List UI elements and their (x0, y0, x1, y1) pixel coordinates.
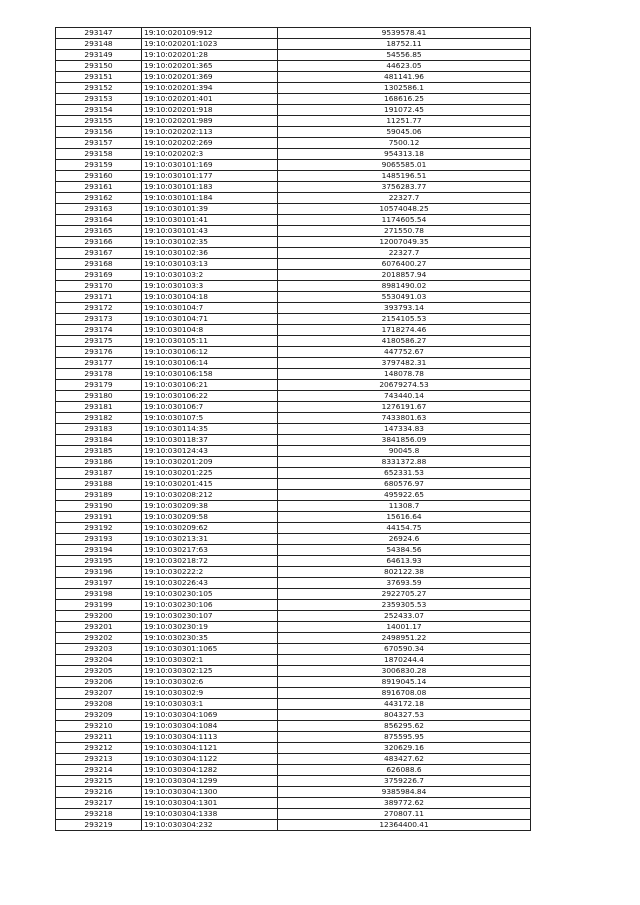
row-number-cell: 293192 (56, 523, 142, 534)
table-row (56, 72, 531, 83)
table-row (56, 226, 531, 237)
row-number-cell: 293171 (56, 292, 142, 303)
cadastral-number-cell: 19:10:030106:7 (142, 402, 278, 413)
cadastral-number-cell: 19:10:030201:415 (142, 479, 278, 490)
cadastral-number-cell: 19:10:030230:105 (142, 589, 278, 600)
cadastral-number-cell: 19:10:030114:35 (142, 424, 278, 435)
row-number-cell: 293209 (56, 710, 142, 721)
cadastral-number-cell: 19:10:030304:1084 (142, 721, 278, 732)
value-cell: 393793.14 (278, 303, 531, 314)
value-cell: 7500.12 (278, 138, 531, 149)
cadastral-number-cell: 19:10:030106:12 (142, 347, 278, 358)
table-row (56, 457, 531, 468)
row-number-cell: 293175 (56, 336, 142, 347)
row-number-cell: 293167 (56, 248, 142, 259)
value-cell: 12364400.41 (278, 820, 531, 831)
row-number-cell: 293168 (56, 259, 142, 270)
table-row (56, 325, 531, 336)
cadastral-number-cell: 19:10:030304:1300 (142, 787, 278, 798)
cadastral-number-cell: 19:10:030104:7 (142, 303, 278, 314)
row-number-cell: 293179 (56, 380, 142, 391)
table-row (56, 281, 531, 292)
table-row (56, 138, 531, 149)
cadastral-number-cell: 19:10:030304:1299 (142, 776, 278, 787)
table-row (56, 446, 531, 457)
table-row (56, 710, 531, 721)
table-row (56, 743, 531, 754)
cadastral-number-cell: 19:10:030304:1121 (142, 743, 278, 754)
table-row (56, 820, 531, 831)
value-cell: 3756283.77 (278, 182, 531, 193)
cadastral-number-cell: 19:10:030209:58 (142, 512, 278, 523)
value-cell: 856295.62 (278, 721, 531, 732)
table-row (56, 127, 531, 138)
row-number-cell: 293193 (56, 534, 142, 545)
cadastral-number-cell: 19:10:030304:232 (142, 820, 278, 831)
value-cell: 495922.65 (278, 490, 531, 501)
value-cell: 2498951.22 (278, 633, 531, 644)
row-number-cell: 293191 (56, 512, 142, 523)
value-cell: 875595.95 (278, 732, 531, 743)
cadastral-number-cell: 19:10:030302:9 (142, 688, 278, 699)
row-number-cell: 293182 (56, 413, 142, 424)
cadastral-number-cell: 19:10:030304:1338 (142, 809, 278, 820)
table-row (56, 644, 531, 655)
row-number-cell: 293213 (56, 754, 142, 765)
value-cell: 15616.64 (278, 512, 531, 523)
table-row (56, 732, 531, 743)
row-number-cell: 293162 (56, 193, 142, 204)
row-number-cell: 293183 (56, 424, 142, 435)
value-cell: 14001.17 (278, 622, 531, 633)
row-number-cell: 293203 (56, 644, 142, 655)
table-row (56, 413, 531, 424)
table-row (56, 479, 531, 490)
table-row (56, 204, 531, 215)
value-cell: 37693.59 (278, 578, 531, 589)
table-row (56, 83, 531, 94)
table-row (56, 754, 531, 765)
table-row (56, 556, 531, 567)
table-row (56, 798, 531, 809)
table-row (56, 776, 531, 787)
value-cell: 6076400.27 (278, 259, 531, 270)
value-cell: 9065585.01 (278, 160, 531, 171)
value-cell: 8916708.08 (278, 688, 531, 699)
table-row (56, 94, 531, 105)
table-row (56, 193, 531, 204)
value-cell: 1302586.1 (278, 83, 531, 94)
row-number-cell: 293195 (56, 556, 142, 567)
cadastral-number-cell: 19:10:030301:1065 (142, 644, 278, 655)
value-cell: 20679274.53 (278, 380, 531, 391)
row-number-cell: 293201 (56, 622, 142, 633)
row-number-cell: 293159 (56, 160, 142, 171)
value-cell: 389772.62 (278, 798, 531, 809)
cadastral-number-cell: 19:10:020201:365 (142, 61, 278, 72)
row-number-cell: 293148 (56, 39, 142, 50)
table-row (56, 501, 531, 512)
table-row (56, 50, 531, 61)
row-number-cell: 293165 (56, 226, 142, 237)
table-row (56, 105, 531, 116)
row-number-cell: 293216 (56, 787, 142, 798)
value-cell: 22327.7 (278, 193, 531, 204)
value-cell: 8331372.88 (278, 457, 531, 468)
row-number-cell: 293181 (56, 402, 142, 413)
value-cell: 1870244.4 (278, 655, 531, 666)
cadastral-number-cell: 19:10:030230:35 (142, 633, 278, 644)
table-row (56, 380, 531, 391)
value-cell: 44623.05 (278, 61, 531, 72)
row-number-cell: 293177 (56, 358, 142, 369)
row-number-cell: 293150 (56, 61, 142, 72)
value-cell: 670590.34 (278, 644, 531, 655)
row-number-cell: 293151 (56, 72, 142, 83)
table-row (56, 248, 531, 259)
table-row (56, 314, 531, 325)
value-cell: 320629.16 (278, 743, 531, 754)
table-body (56, 28, 531, 831)
cadastral-number-cell: 19:10:030208:212 (142, 490, 278, 501)
value-cell: 1174605.54 (278, 215, 531, 226)
cadastral-number-cell: 19:10:030304:1069 (142, 710, 278, 721)
row-number-cell: 293155 (56, 116, 142, 127)
cadastral-number-cell: 19:10:030209:38 (142, 501, 278, 512)
row-number-cell: 293187 (56, 468, 142, 479)
cadastral-number-cell: 19:10:030303:1 (142, 699, 278, 710)
row-number-cell: 293217 (56, 798, 142, 809)
value-cell: 3841856.09 (278, 435, 531, 446)
row-number-cell: 293188 (56, 479, 142, 490)
cadastral-number-cell: 19:10:020201:369 (142, 72, 278, 83)
table-row (56, 633, 531, 644)
value-cell: 4180586.27 (278, 336, 531, 347)
cadastral-number-cell: 19:10:030302:6 (142, 677, 278, 688)
value-cell: 3006830.28 (278, 666, 531, 677)
value-cell: 447752.67 (278, 347, 531, 358)
table-row (56, 589, 531, 600)
row-number-cell: 293149 (56, 50, 142, 61)
value-cell: 22327.7 (278, 248, 531, 259)
table-row (56, 545, 531, 556)
cadastral-number-cell: 19:10:030105:11 (142, 336, 278, 347)
row-number-cell: 293194 (56, 545, 142, 556)
row-number-cell: 293196 (56, 567, 142, 578)
cadastral-number-cell: 19:10:030102:36 (142, 248, 278, 259)
table-row (56, 369, 531, 380)
value-cell: 2922705.27 (278, 589, 531, 600)
table-row (56, 721, 531, 732)
row-number-cell: 293218 (56, 809, 142, 820)
table-row (56, 270, 531, 281)
table-row (56, 347, 531, 358)
table-row (56, 336, 531, 347)
cadastral-number-cell: 19:10:030103:2 (142, 270, 278, 281)
value-cell: 3797482.31 (278, 358, 531, 369)
table-row (56, 600, 531, 611)
cadastral-number-cell: 19:10:030104:8 (142, 325, 278, 336)
table-row (56, 677, 531, 688)
table-row (56, 391, 531, 402)
row-number-cell: 293207 (56, 688, 142, 699)
row-number-cell: 293208 (56, 699, 142, 710)
table-row (56, 688, 531, 699)
row-number-cell: 293198 (56, 589, 142, 600)
row-number-cell: 293199 (56, 600, 142, 611)
cadastral-number-cell: 19:10:020201:28 (142, 50, 278, 61)
row-number-cell: 293173 (56, 314, 142, 325)
row-number-cell: 293190 (56, 501, 142, 512)
table-row (56, 435, 531, 446)
cadastral-number-cell: 19:10:030104:18 (142, 292, 278, 303)
row-number-cell: 293166 (56, 237, 142, 248)
cadastral-number-cell: 19:10:020202:113 (142, 127, 278, 138)
row-number-cell: 293176 (56, 347, 142, 358)
table-row (56, 666, 531, 677)
cadastral-number-cell: 19:10:030230:106 (142, 600, 278, 611)
row-number-cell: 293161 (56, 182, 142, 193)
value-cell: 10574048.25 (278, 204, 531, 215)
row-number-cell: 293147 (56, 28, 142, 39)
cadastral-number-cell: 19:10:030118:37 (142, 435, 278, 446)
value-cell: 7433801.63 (278, 413, 531, 424)
cadastral-number-cell: 19:10:030222:2 (142, 567, 278, 578)
value-cell: 9385984.84 (278, 787, 531, 798)
cadastral-number-cell: 19:10:030201:209 (142, 457, 278, 468)
row-number-cell: 293152 (56, 83, 142, 94)
table-row (56, 182, 531, 193)
cadastral-number-cell: 19:10:030101:41 (142, 215, 278, 226)
value-cell: 11251.77 (278, 116, 531, 127)
row-number-cell: 293172 (56, 303, 142, 314)
row-number-cell: 293215 (56, 776, 142, 787)
row-number-cell: 293158 (56, 149, 142, 160)
table-row (56, 171, 531, 182)
value-cell: 680576.97 (278, 479, 531, 490)
value-cell: 1485196.51 (278, 171, 531, 182)
table-row (56, 578, 531, 589)
cadastral-number-cell: 19:10:030101:39 (142, 204, 278, 215)
row-number-cell: 293205 (56, 666, 142, 677)
table-row (56, 765, 531, 776)
cadastral-number-cell: 19:10:030101:169 (142, 160, 278, 171)
row-number-cell: 293164 (56, 215, 142, 226)
cadastral-number-cell: 19:10:030102:35 (142, 237, 278, 248)
value-cell: 652331.53 (278, 468, 531, 479)
value-cell: 8919045.14 (278, 677, 531, 688)
value-cell: 270807.11 (278, 809, 531, 820)
cadastral-number-cell: 19:10:030217:63 (142, 545, 278, 556)
value-cell: 802122.38 (278, 567, 531, 578)
cadastral-number-cell: 19:10:030107:5 (142, 413, 278, 424)
value-cell: 12007049.35 (278, 237, 531, 248)
cadastral-number-cell: 19:10:030106:21 (142, 380, 278, 391)
row-number-cell: 293197 (56, 578, 142, 589)
cadastral-number-cell: 19:10:020201:394 (142, 83, 278, 94)
table-row (56, 567, 531, 578)
cadastral-number-cell: 19:10:030218:72 (142, 556, 278, 567)
value-cell: 147334.83 (278, 424, 531, 435)
cadastral-number-cell: 19:10:030106:22 (142, 391, 278, 402)
row-number-cell: 293186 (56, 457, 142, 468)
value-cell: 5530491.03 (278, 292, 531, 303)
value-cell: 54384.56 (278, 545, 531, 556)
table-row (56, 655, 531, 666)
value-cell: 483427.62 (278, 754, 531, 765)
row-number-cell: 293219 (56, 820, 142, 831)
row-number-cell: 293154 (56, 105, 142, 116)
table-row (56, 809, 531, 820)
table-row (56, 699, 531, 710)
row-number-cell: 293185 (56, 446, 142, 457)
row-number-cell: 293170 (56, 281, 142, 292)
row-number-cell: 293200 (56, 611, 142, 622)
table-row (56, 611, 531, 622)
row-number-cell: 293178 (56, 369, 142, 380)
table-row (56, 28, 531, 39)
row-number-cell: 293180 (56, 391, 142, 402)
cadastral-number-cell: 19:10:020201:1023 (142, 39, 278, 50)
value-cell: 743440.14 (278, 391, 531, 402)
cadastral-number-cell: 19:10:030304:1122 (142, 754, 278, 765)
table-row (56, 490, 531, 501)
value-cell: 90045.8 (278, 446, 531, 457)
table-row (56, 39, 531, 50)
value-cell: 271550.78 (278, 226, 531, 237)
cadastral-number-cell: 19:10:030304:1113 (142, 732, 278, 743)
value-cell: 18752.11 (278, 39, 531, 50)
row-number-cell: 293214 (56, 765, 142, 776)
value-cell: 481141.96 (278, 72, 531, 83)
value-cell: 626088.6 (278, 765, 531, 776)
cadastral-number-cell: 19:10:030101:177 (142, 171, 278, 182)
cadastral-number-cell: 19:10:030302:125 (142, 666, 278, 677)
value-cell: 59045.06 (278, 127, 531, 138)
row-number-cell: 293206 (56, 677, 142, 688)
cadastral-number-cell: 19:10:030209:62 (142, 523, 278, 534)
table-row (56, 787, 531, 798)
value-cell: 443172.18 (278, 699, 531, 710)
cadastral-number-cell: 19:10:020201:989 (142, 116, 278, 127)
value-cell: 2018857.94 (278, 270, 531, 281)
value-cell: 804327.53 (278, 710, 531, 721)
table-row (56, 61, 531, 72)
value-cell: 1276191.67 (278, 402, 531, 413)
table-row (56, 259, 531, 270)
value-cell: 64613.93 (278, 556, 531, 567)
row-number-cell: 293156 (56, 127, 142, 138)
cadastral-number-cell: 19:10:020201:401 (142, 94, 278, 105)
value-cell: 9539578.41 (278, 28, 531, 39)
value-cell: 8981490.02 (278, 281, 531, 292)
row-number-cell: 293204 (56, 655, 142, 666)
cadastral-number-cell: 19:10:030103:13 (142, 259, 278, 270)
value-cell: 44154.75 (278, 523, 531, 534)
table-row (56, 402, 531, 413)
table-row (56, 116, 531, 127)
value-cell: 54556.85 (278, 50, 531, 61)
value-cell: 2154105.53 (278, 314, 531, 325)
value-cell: 191072.45 (278, 105, 531, 116)
value-cell: 2359305.53 (278, 600, 531, 611)
value-cell: 26924.6 (278, 534, 531, 545)
cadastral-number-cell: 19:10:030201:225 (142, 468, 278, 479)
row-number-cell: 293153 (56, 94, 142, 105)
table-row (56, 292, 531, 303)
value-cell: 148078.78 (278, 369, 531, 380)
cadastral-number-cell: 19:10:030226:43 (142, 578, 278, 589)
row-number-cell: 293184 (56, 435, 142, 446)
table-row (56, 149, 531, 160)
cadastral-number-cell: 19:10:020202:3 (142, 149, 278, 160)
cadastral-number-cell: 19:10:020109:912 (142, 28, 278, 39)
row-number-cell: 293212 (56, 743, 142, 754)
value-cell: 11308.7 (278, 501, 531, 512)
cadastral-number-cell: 19:10:030304:1301 (142, 798, 278, 809)
row-number-cell: 293163 (56, 204, 142, 215)
row-number-cell: 293189 (56, 490, 142, 501)
table-row (56, 523, 531, 534)
value-cell: 954313.18 (278, 149, 531, 160)
cadastral-number-cell: 19:10:020202:269 (142, 138, 278, 149)
cadastral-number-cell: 19:10:030106:14 (142, 358, 278, 369)
table-row (56, 160, 531, 171)
value-cell: 1718274.46 (278, 325, 531, 336)
table-row (56, 468, 531, 479)
row-number-cell: 293211 (56, 732, 142, 743)
cadastral-number-cell: 19:10:030103:3 (142, 281, 278, 292)
value-cell: 3759226.7 (278, 776, 531, 787)
row-number-cell: 293157 (56, 138, 142, 149)
cadastral-number-cell: 19:10:030104:71 (142, 314, 278, 325)
table-row (56, 215, 531, 226)
value-cell: 168616.25 (278, 94, 531, 105)
cadastral-number-cell: 19:10:030101:43 (142, 226, 278, 237)
cadastral-number-cell: 19:10:030101:183 (142, 182, 278, 193)
table-row (56, 358, 531, 369)
cadastral-number-cell: 19:10:030304:1282 (142, 765, 278, 776)
cadastral-number-cell: 19:10:020201:918 (142, 105, 278, 116)
cadastral-number-cell: 19:10:030213:31 (142, 534, 278, 545)
row-number-cell: 293160 (56, 171, 142, 182)
table-row (56, 622, 531, 633)
table-row (56, 534, 531, 545)
cadastral-number-cell: 19:10:030101:184 (142, 193, 278, 204)
table-row (56, 303, 531, 314)
cadastral-number-cell: 19:10:030302:1 (142, 655, 278, 666)
cadastral-number-cell: 19:10:030124:43 (142, 446, 278, 457)
data-table (55, 27, 531, 831)
value-cell: 252433.07 (278, 611, 531, 622)
row-number-cell: 293174 (56, 325, 142, 336)
row-number-cell: 293202 (56, 633, 142, 644)
table-row (56, 237, 531, 248)
table-row (56, 424, 531, 435)
cadastral-number-cell: 19:10:030230:19 (142, 622, 278, 633)
row-number-cell: 293169 (56, 270, 142, 281)
row-number-cell: 293210 (56, 721, 142, 732)
cadastral-number-cell: 19:10:030230:107 (142, 611, 278, 622)
cadastral-number-cell: 19:10:030106:158 (142, 369, 278, 380)
table-row (56, 512, 531, 523)
